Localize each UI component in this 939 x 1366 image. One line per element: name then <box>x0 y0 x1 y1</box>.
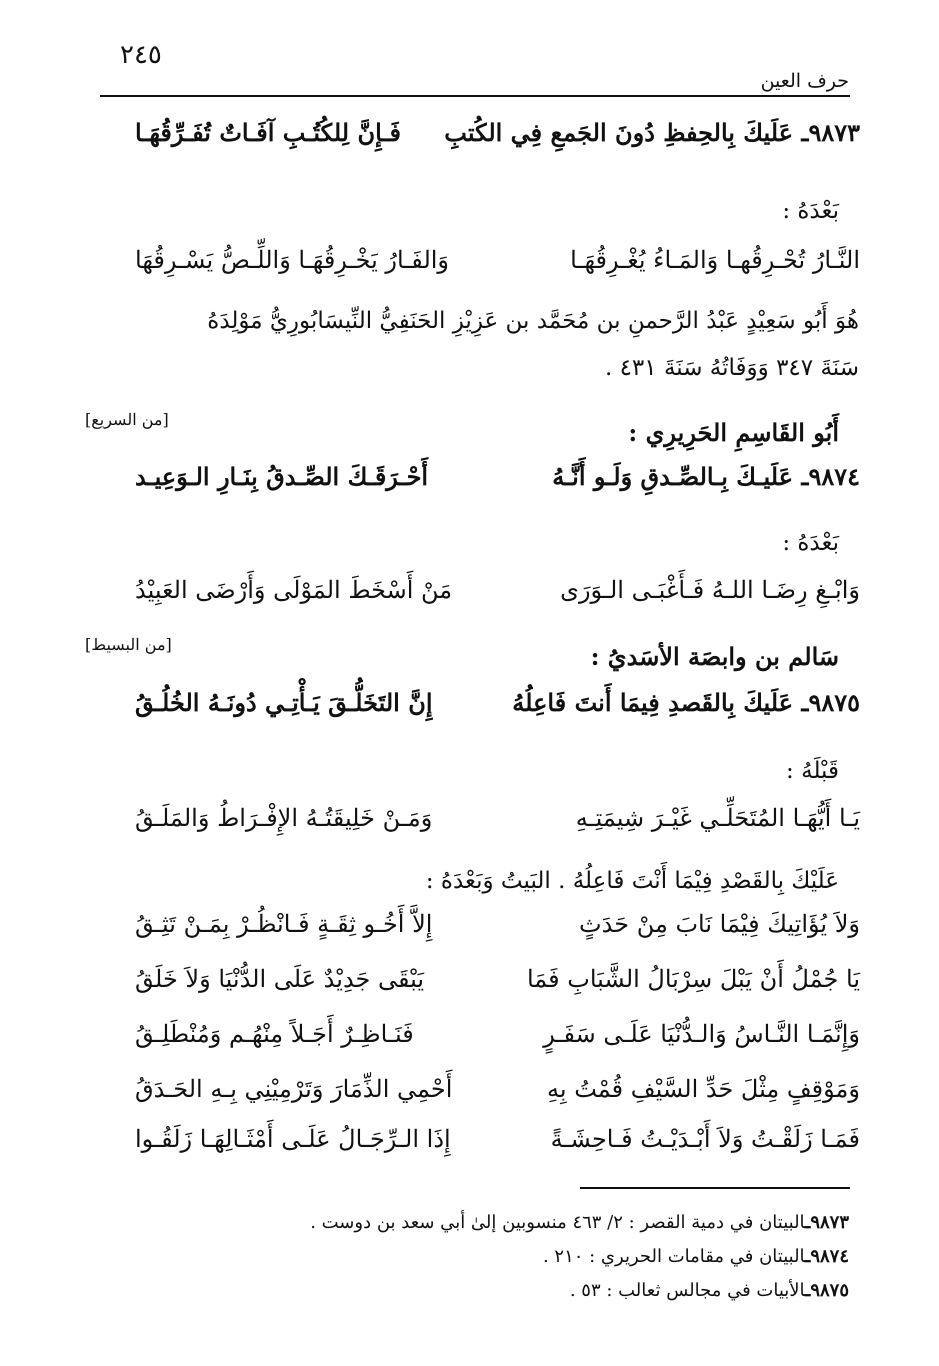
verse-hemistich-second: فَنَـاظِـرٌ أَجَـلاً مِنْهُـم وَمُنْطَلِـقُ <box>135 1020 414 1048</box>
verse-hemistich-first: ٩٨٧٣ـ عَلَيكَ بِالحِفظِ دُونَ الجَمعِ فِي الكُتبِ <box>444 118 860 147</box>
verse-following <box>110 910 860 954</box>
footnote-number: ٩٨٧٣ـ <box>805 1212 849 1233</box>
continuation-text: عَلَيْكَ بِالقَصْدِ فِيْمَا أَنْتَ فَاعِلُهُ . البَيتُ وَبَعْدَهُ : <box>425 868 839 894</box>
verse-9873 <box>110 118 860 162</box>
verse-hemistich-first: ٩٨٧٥ـ عَلَيكَ بِالقَصدِ فِيمَا أَنتَ فَاعِلُهُ <box>512 688 860 717</box>
verse-hemistich-second: وَالفَـارُ يَخْـرِقُهَـا وَاللِّـصُّ يَسْـرِقُهَا <box>135 246 450 274</box>
label-after: بَعْدَهُ : <box>782 198 839 224</box>
verse-hemistich-first: يَـا أَيُّهَـا المُتَحَلِّـي غَيْـرَ شِيمَتِـهِ <box>575 804 860 832</box>
entry-number: ٩٨٧٤ـ <box>801 462 860 491</box>
verse-hemistich-second: مَنْ أَسْخَطَ المَوْلَى وَأَرْضَى العَبِيْدُ <box>135 576 453 604</box>
footnote-number: ٩٨٧٤ـ <box>805 1246 849 1267</box>
footnote <box>570 1280 849 1301</box>
verse-hemistich-first: وَلاَ يُؤَاتِيكَ فِيْمَا نَابَ مِنْ حَدَثٍ <box>579 910 860 938</box>
entry-number: ٩٨٧٣ـ <box>801 118 860 147</box>
header-rule <box>100 95 850 97</box>
verse-following <box>110 1075 860 1119</box>
verse-hemistich-first: يَا جُمْلُ أَنْ يَبْلَ سِرْبَالُ الشَّبَابِ فَمَا <box>526 965 860 993</box>
footnote <box>310 1212 849 1233</box>
footnote-text: الأبيات في مجالس ثعالب : ٥٣ . <box>569 1280 806 1301</box>
page-number: ٢٤٥ <box>120 40 162 70</box>
footnote-number: ٩٨٧٥ـ <box>805 1280 849 1301</box>
biography-line: هُوَ أَبُو سَعِيْدٍ عَبْدُ الرَّحمنِ بن مُحَمَّد بن عَزِيْزِ الحَنَفِيُّ النِّيسَابُورِيُّ مَوْلِدَهُ <box>207 308 859 334</box>
footnote-text: البيتان في دمية القصر : ٢/ ٤٦٣ منسوبين إلىٰ أبي سعد بن دوست . <box>310 1212 806 1233</box>
verse-hemistich-first: ٩٨٧٤ـ عَلَيـكَ بِـالصِّـدقِ وَلَـو أَنَّـهُ <box>552 462 860 491</box>
verse-following <box>110 576 860 620</box>
verse-9874 <box>110 462 860 506</box>
footnote <box>543 1246 849 1267</box>
poet-name: سَالم بن وابصَة الأسَديُ : <box>590 642 839 671</box>
footnote-rule <box>580 1187 850 1189</box>
verse-hemistich-second: إِنَّ التَخَلُّـقَ يَـأْتِـي دُونَـهُ الخُلُـقُ <box>135 688 433 717</box>
running-title: حرف العين <box>760 70 849 92</box>
verse-hemistich-second: يَبْقَى جَدِيْدٌ عَلَى الدُّنْيَا وَلاَ خَلَقُ <box>135 965 425 993</box>
meter-label: [من البسيط] <box>85 635 172 654</box>
poet-name: أَبُو القَاسِمِ الحَرِيرِي : <box>628 418 839 447</box>
verse-hemistich-second: وَمَـنْ خَلِيقَتُـهُ الإِفْـرَاطُ وَالمَلَـقُ <box>135 804 433 832</box>
verse-hemistich-first: النَّـارُ تُحْـرِقُهـا وَالمَـاءُ يُغْـرِقُهَـا <box>570 246 860 274</box>
entry-number: ٩٨٧٥ـ <box>801 688 860 717</box>
verse-following <box>110 246 860 290</box>
verse-hemistich-second: فَـإِنَّ لِلكُتُـبِ آفَـاتٌ تُفَـرِّقُهَـا <box>135 118 401 147</box>
verse-hemistich-first: وَمَوْقِفٍ مِثْلَ حَدِّ السَّيْفِ قُمْتُ بِهِ <box>547 1075 860 1103</box>
verse-hemistich-second: إِلاَّ أَخُـو ثِقَـةٍ فَـانْظُـرْ بِمَـنْ تَثِـقُ <box>135 910 433 938</box>
label-after: بَعْدَهُ : <box>782 530 839 556</box>
verse-hemistich-second: إِذَا الـرِّجَـالُ عَلَـى أَمْثَـالِهَـا زَلَقُـوا <box>135 1125 451 1153</box>
verse-hemistich-first: فَمَـا زَلَقْـتُ وَلاَ أَبْـدَيْـتُ فَـاحِشَـةً <box>550 1125 860 1153</box>
verse-following <box>110 1125 860 1169</box>
label-before: قَبْلَهُ : <box>786 758 839 784</box>
verse-hemistich-second: أَحْمِي الذِّمَارَ وَتَرْمِيْنِي بِـهِ الحَـدَقُ <box>135 1075 453 1103</box>
footnote-text: البيتان في مقامات الحريري : ٢١٠ . <box>542 1246 806 1267</box>
verse-following <box>110 1020 860 1064</box>
verse-9875 <box>110 688 860 732</box>
verse-preceding <box>110 804 860 848</box>
meter-label: [من السريع] <box>85 410 169 429</box>
verse-following <box>110 965 860 1009</box>
verse-hemistich-first: وَابْـغِ رِضَـا اللـهُ فَـأَغْبَـى الـوَرَى <box>560 576 860 604</box>
verse-hemistich-second: أَحْـرَقَـكَ الصِّـدقُ بِنَـارِ الـوَعِيـد <box>135 462 429 491</box>
verse-hemistich-first: وَإِنَّمَـا النَّـاسُ وَالـدُّنْيَا عَلَـى سَفَـرٍ <box>543 1020 860 1048</box>
biography-line: سَنَةَ ٣٤٧ وَوَفَاتُهُ سَنَةَ ٤٣١ . <box>604 355 859 381</box>
